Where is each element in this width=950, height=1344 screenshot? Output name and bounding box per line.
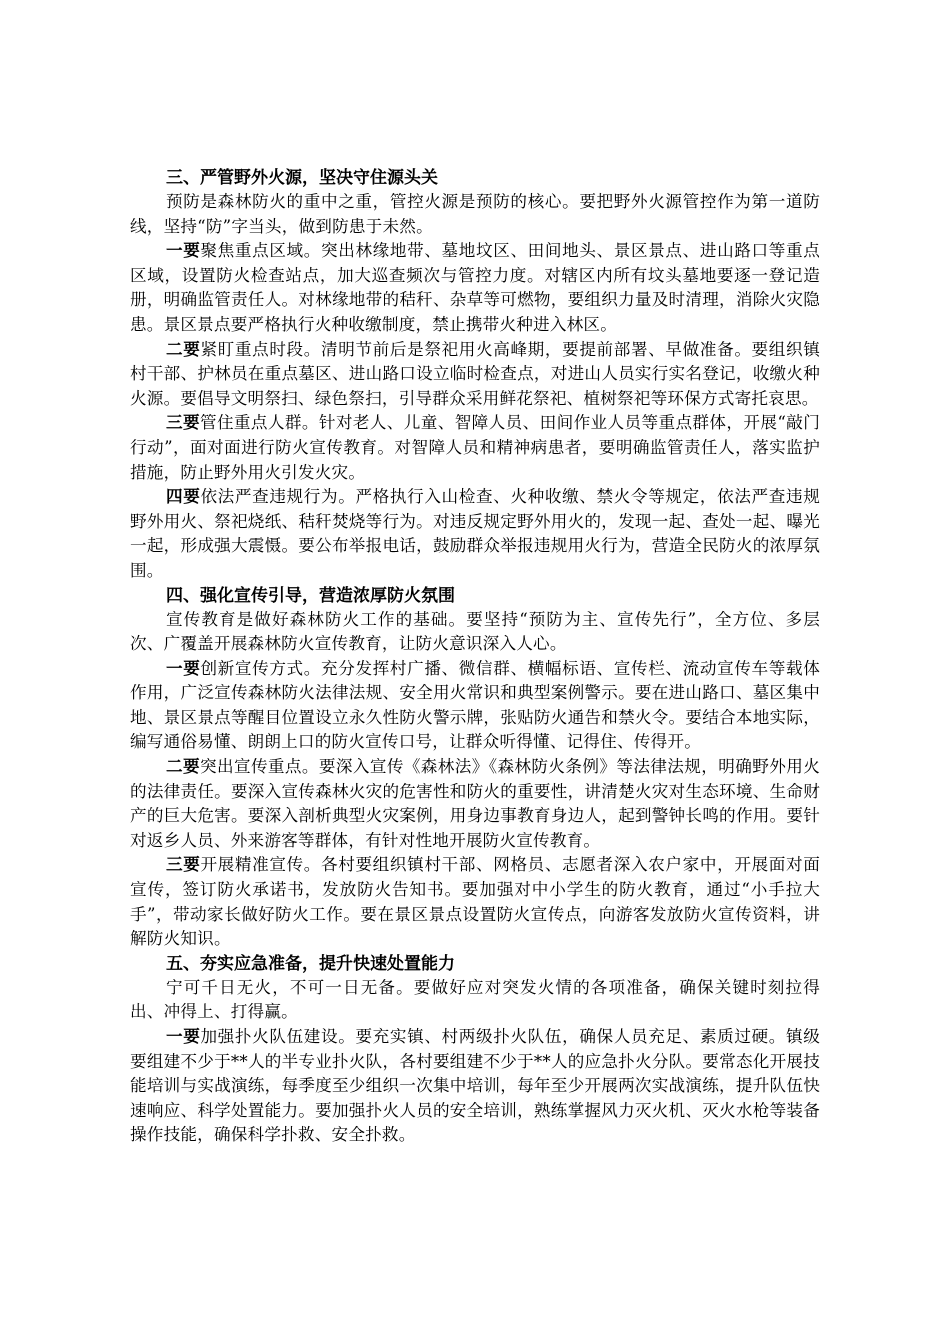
section-3-item-1 xyxy=(130,239,820,337)
section-4-item-3 xyxy=(130,853,820,951)
item-lead: 一要 xyxy=(166,241,201,261)
item-lead: 一要 xyxy=(166,658,201,678)
item-lead: 二要 xyxy=(166,339,201,359)
item-text: 聚焦重点区域。突出林缘地带、墓地坟区、田间地头、景区景点、进山路口等重点区域，设置防火检查站点，加大巡查频次与管控力度。对辖区内所有坟头墓地要逐一登记造册，明确监管责任人。对林缘地带的秸秆、杂草等可燃物，要组织力量及时清理，消除火灾隐患。景区景点要严格执行火种收缴制度，禁止携带火种进入林区。 xyxy=(130,241,820,334)
item-lead: 一要 xyxy=(166,1027,201,1046)
section-5-heading: 五、夯实应急准备，提升快速处置能力 xyxy=(166,953,455,974)
section-3-item-3 xyxy=(130,411,820,485)
document-page xyxy=(130,166,820,1148)
item-text: 突出宣传重点。要深入宣传《森林法》《森林防火条例》等法律法规，明确野外用火的法律责任。要深入宣传森林火灾的危害性和防火的重要性，讲清楚火灾对生态环境、生命财产的巨大危害。要深入剖析典型火灾案例，用身边事教育身边人，起到警钟长鸣的作用。要针对返乡人员、外来游客等群体，有针对性地开展防火宣传教育。 xyxy=(130,757,820,850)
section-3-item-4 xyxy=(130,485,820,583)
section-5-item-1 xyxy=(130,1025,820,1148)
item-lead: 四要 xyxy=(166,487,201,507)
item-text: 创新宣传方式。充分发挥村广播、微信群、横幅标语、宣传栏、流动宣传车等载体作用，广泛宣传森林防火法律法规、安全用火常识和典型案例警示。要在进山路口、墓区集中地、景区景点等醒目位置设立永久性防火警示牌，张贴防火通告和禁火令。要结合本地实际，编写通俗易懂、朗朗上口的防火宣传口号，让群众听得懂、记得住、传得开。 xyxy=(130,658,820,752)
item-lead: 二要 xyxy=(166,757,200,777)
section-4-item-2 xyxy=(130,755,820,853)
item-lead: 三要 xyxy=(166,855,201,875)
item-text: 加强扑火队伍建设。要充实镇、村两级扑火队伍，确保人员充足、素质过硬。镇级要组建不少于**人的半专业扑火队，各村要组建不少于**人的应急扑火分队。要常态化开展技能培训与实战演练，每季度至少组织一次集中培训，每年至少开展两次实战演练，提升队伍快速响应、科学处置能力。要加强扑火人员的安全培训，熟练掌握风力灭火机、灭火水枪等装备操作技能，确保科学扑救、安全扑救。 xyxy=(130,1027,820,1145)
section-3-intro: 预防是森林防火的重中之重，管控火源是预防的核心。要把野外火源管控作为第一道防线，坚持“防”字当头，做到防患于未然。 xyxy=(130,192,820,236)
item-text: 开展精准宣传。各村要组织镇村干部、网格员、志愿者深入农户家中，开展面对面宣传，签订防火承诺书，发放防火告知书。要加强对中小学生的防火教育，通过“小手拉大手”，带动家长做好防火工作。要在景区景点设置防火宣传点，向游客发放防火宣传资料，讲解防火知识。 xyxy=(130,855,820,949)
section-3-item-2 xyxy=(130,338,820,412)
item-lead: 三要 xyxy=(166,413,200,433)
item-text: 紧盯重点时段。清明节前后是祭祀用火高峰期，要提前部署、早做准备。要组织镇村干部、护林员在重点墓区、进山路口设立临时检查点，对进山人员实行实名登记，收缴火种火源。要倡导文明祭扫、绿色祭扫，引导群众采用鲜花祭祀、植树祭祀等环保方式寄托哀思。 xyxy=(130,339,820,408)
item-text: 管住重点人群。针对老人、儿童、智障人员、田间作业人员等重点群体，开展“敲门行动”，面对面进行防火宣传教育。对智障人员和精神病患者，要明确监管责任人，落实监护措施，防止野外用火引发火灾。 xyxy=(130,413,820,482)
section-5-intro: 宁可千日无火，不可一日无备。要做好应对突发火情的各项准备，确保关键时刻拉得出、冲得上、打得赢。 xyxy=(130,977,820,1022)
section-3-heading: 三、严管野外火源，坚决守住源头关 xyxy=(166,168,438,188)
section-4-intro: 宣传教育是做好森林防火工作的基础。要坚持“预防为主、宣传先行”，全方位、多层次、广覆盖开展森林防火宣传教育，让防火意识深入人心。 xyxy=(130,609,820,654)
section-4-heading: 四、强化宣传引导，营造浓厚防火氛围 xyxy=(166,585,455,606)
section-4-item-1 xyxy=(130,657,820,755)
item-text: 依法严查违规行为。严格执行入山检查、火种收缴、禁火令等规定，依法严查违规野外用火、祭祀烧纸、秸秆焚烧等行为。对违反规定野外用火的，发现一起、查处一起、曝光一起，形成强大震慑。要公布举报电话，鼓励群众举报违规用火行为，营造全民防火的浓厚氛围。 xyxy=(130,487,820,580)
